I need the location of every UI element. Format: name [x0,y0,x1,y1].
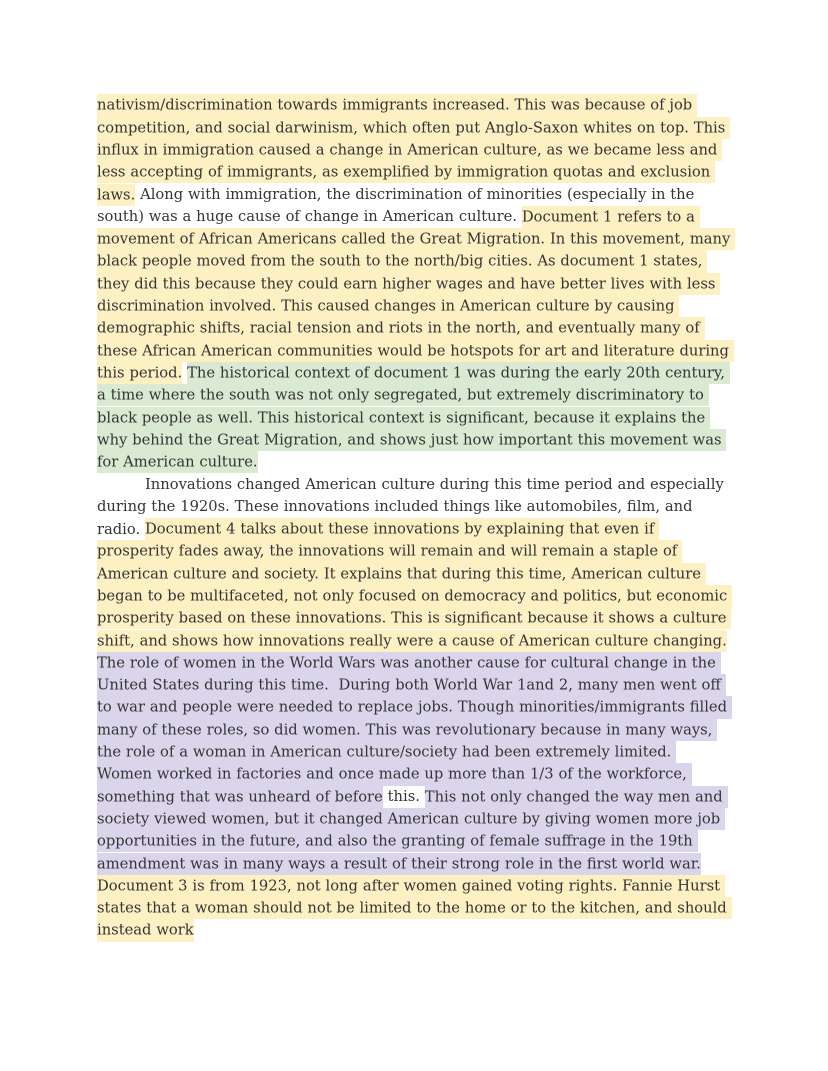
paragraph [97,95,736,474]
highlighted-text-segment-yellow: nativism/discrimination towards immigrants increased. This was because of job competition, and social darwinism, which often put Anglo-Saxon whites on top. This influx in immigration caused a change in American culture, as we became less and less accepting of immigrants, as exemplified by immigration quotas and exclusion laws. [97,94,730,205]
highlighted-text-segment-yellow: Document 3 is from 1923, not long after women gained voting rights. Fannie Hurst states that a woman should not be limited to the home or to the kitchen, and should instead work [97,875,732,942]
text-segment: Along with immigration, the discrimination of minorities (especially in the south) was a huge cause of change in American culture. [97,186,700,226]
document-body [97,95,736,942]
highlighted-text-segment-purple: The role of women in the World Wars was another cause for cultural change in the United States during this time. During both World War 1and 2, many men went off to war and people were needed to replace jobs. Though minorities/immigrants filled many of these roles, so did women. This was revolutionary because in many ways, the role of a woman in American culture/society had been extremely limited. Women worked in factories and once made up more than 1/3 of the workforce, something that was unheard of before [97,652,732,808]
highlighted-text-segment-purple: This not only changed the way men and society viewed women, but it changed American culture by giving women more job opportunities in the future, and also the granting of female suffrage in the 19th amendment was in many ways a result of their strong role in the first world war. [97,786,728,875]
highlighted-text-segment-green: The historical context of document 1 was during the early 20th century, a time where the south was not only segregated, but extremely discriminatory to black people as well. This historical context is significant, because it explains the why behind the Great Migration, and shows just how important this movement was for American culture. [97,362,730,473]
highlighted-text-segment-yellow: Document 1 refers to a movement of African Americans called the Great Migration. In this movement, many black people moved from the south to the north/big cities. As document 1 states, they did this because they could earn higher wages and have better lives with less discrimination involved. This caused changes in American culture by causing demographic shifts, racial tension and riots in the north, and eventually many of these African American communities would be hotspots for art and literature during this period. [97,206,735,384]
paragraph [97,474,731,942]
text-segment [727,632,732,649]
text-segment: this. [382,788,425,806]
highlighted-text-segment-yellow: Document 4 talks about these innovations by explaining that even if prosperity fades away, the innovations will remain and will remain a staple of American culture and society. It explains that during this time, American culture began to be multifaceted, not only focused on democracy and politics, but economic prosperity based on these innovations. This is significant because it shows a culture shift, and shows how innovations really were a cause of American culture changing. [97,518,732,652]
text-segment: Innovations changed American culture during this time period and especially during the 1920s. These innovations included things like automobiles, film, and radio. [97,476,729,538]
text-segment [701,855,706,872]
